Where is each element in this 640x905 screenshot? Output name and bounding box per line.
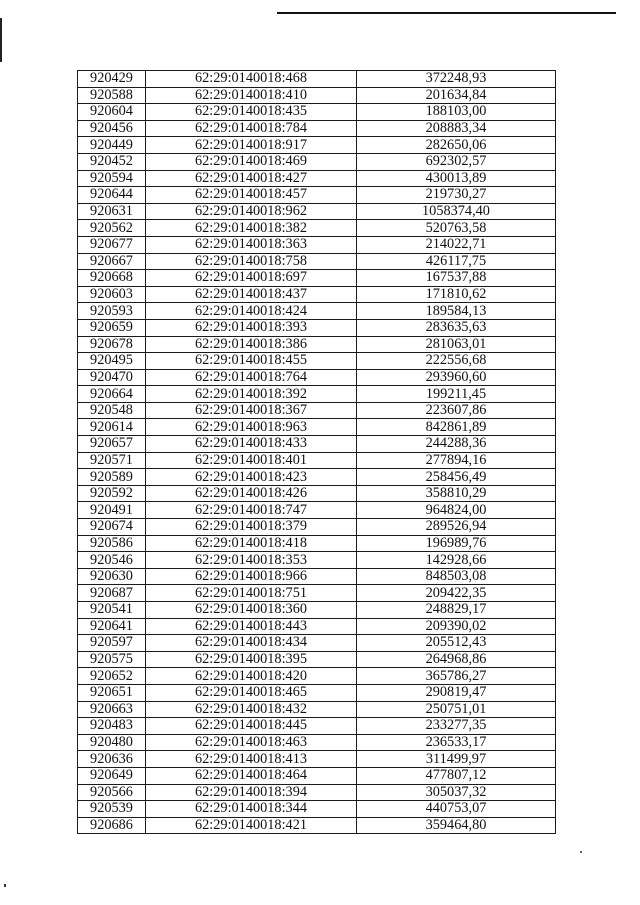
row-number-cell: 920678	[78, 336, 146, 353]
cadastral-number-cell: 62:29:0140018:464	[146, 767, 357, 784]
row-number-cell: 920677	[78, 236, 146, 253]
cadastral-number-cell: 62:29:0140018:463	[146, 734, 357, 751]
table-row	[78, 402, 556, 419]
row-number-cell: 920594	[78, 170, 146, 187]
cadastral-number-cell: 62:29:0140018:427	[146, 170, 357, 187]
value-cell: 293960,60	[357, 369, 556, 386]
row-number-cell: 920641	[78, 618, 146, 635]
value-cell: 372248,93	[357, 71, 556, 88]
table-row	[78, 519, 556, 536]
cadastral-number-cell: 62:29:0140018:469	[146, 153, 357, 170]
cadastral-number-cell: 62:29:0140018:963	[146, 419, 357, 436]
row-number-cell: 920575	[78, 651, 146, 668]
row-number-cell: 920452	[78, 153, 146, 170]
table-row	[78, 303, 556, 320]
cadastral-number-cell: 62:29:0140018:360	[146, 602, 357, 619]
table-row	[78, 187, 556, 204]
table-row	[78, 353, 556, 370]
value-cell: 201634,84	[357, 87, 556, 104]
table-row	[78, 170, 556, 187]
top-rule	[277, 12, 616, 14]
cadastral-number-cell: 62:29:0140018:962	[146, 203, 357, 220]
row-number-cell: 920456	[78, 120, 146, 137]
value-cell: 248829,17	[357, 602, 556, 619]
value-cell: 358810,29	[357, 485, 556, 502]
cadastral-number-cell: 62:29:0140018:401	[146, 452, 357, 469]
row-number-cell: 920546	[78, 552, 146, 569]
row-number-cell: 920644	[78, 187, 146, 204]
value-cell: 430013,89	[357, 170, 556, 187]
value-cell: 167537,88	[357, 270, 556, 287]
table-row	[78, 568, 556, 585]
value-cell: 250751,01	[357, 701, 556, 718]
table-row	[78, 270, 556, 287]
value-cell: 236533,17	[357, 734, 556, 751]
cadastral-number-cell: 62:29:0140018:747	[146, 502, 357, 519]
value-cell: 188103,00	[357, 104, 556, 121]
row-number-cell: 920668	[78, 270, 146, 287]
row-number-cell: 920687	[78, 585, 146, 602]
row-number-cell: 920539	[78, 801, 146, 818]
cadastral-table	[77, 70, 556, 834]
cadastral-number-cell: 62:29:0140018:395	[146, 651, 357, 668]
row-number-cell: 920588	[78, 87, 146, 104]
cadastral-number-cell: 62:29:0140018:455	[146, 353, 357, 370]
cadastral-number-cell: 62:29:0140018:386	[146, 336, 357, 353]
cadastral-number-cell: 62:29:0140018:413	[146, 751, 357, 768]
table-row	[78, 419, 556, 436]
value-cell: 219730,27	[357, 187, 556, 204]
cadastral-number-cell: 62:29:0140018:410	[146, 87, 357, 104]
cadastral-number-cell: 62:29:0140018:379	[146, 519, 357, 536]
row-number-cell: 920480	[78, 734, 146, 751]
value-cell: 258456,49	[357, 469, 556, 486]
table-row	[78, 203, 556, 220]
value-cell: 208883,34	[357, 120, 556, 137]
table-row	[78, 436, 556, 453]
cadastral-number-cell: 62:29:0140018:917	[146, 137, 357, 154]
table-row	[78, 485, 556, 502]
table-row	[78, 552, 556, 569]
cadastral-number-cell: 62:29:0140018:344	[146, 801, 357, 818]
cadastral-number-cell: 62:29:0140018:420	[146, 668, 357, 685]
cadastral-number-cell: 62:29:0140018:392	[146, 386, 357, 403]
value-cell: 277894,16	[357, 452, 556, 469]
row-number-cell: 920597	[78, 635, 146, 652]
row-number-cell: 920562	[78, 220, 146, 237]
value-cell: 244288,36	[357, 436, 556, 453]
row-number-cell: 920659	[78, 319, 146, 336]
cadastral-number-cell: 62:29:0140018:697	[146, 270, 357, 287]
cadastral-number-cell: 62:29:0140018:434	[146, 635, 357, 652]
table-row	[78, 684, 556, 701]
cadastral-number-cell: 62:29:0140018:418	[146, 535, 357, 552]
row-number-cell: 920649	[78, 767, 146, 784]
value-cell: 305037,32	[357, 784, 556, 801]
table-row	[78, 784, 556, 801]
row-number-cell: 920636	[78, 751, 146, 768]
table-row	[78, 618, 556, 635]
cadastral-number-cell: 62:29:0140018:443	[146, 618, 357, 635]
value-cell: 209390,02	[357, 618, 556, 635]
value-cell: 964824,00	[357, 502, 556, 519]
row-number-cell: 920604	[78, 104, 146, 121]
table-row	[78, 87, 556, 104]
row-number-cell: 920495	[78, 353, 146, 370]
value-cell: 477807,12	[357, 767, 556, 784]
table-row	[78, 817, 556, 834]
row-number-cell: 920630	[78, 568, 146, 585]
value-cell: 1058374,40	[357, 203, 556, 220]
value-cell: 842861,89	[357, 419, 556, 436]
table-row	[78, 767, 556, 784]
row-number-cell: 920541	[78, 602, 146, 619]
cadastral-number-cell: 62:29:0140018:424	[146, 303, 357, 320]
value-cell: 171810,62	[357, 286, 556, 303]
value-cell: 205512,43	[357, 635, 556, 652]
table-row	[78, 71, 556, 88]
cadastral-number-cell: 62:29:0140018:758	[146, 253, 357, 270]
row-number-cell: 920548	[78, 402, 146, 419]
cadastral-number-cell: 62:29:0140018:433	[146, 436, 357, 453]
cadastral-number-cell: 62:29:0140018:363	[146, 236, 357, 253]
value-cell: 848503,08	[357, 568, 556, 585]
row-number-cell: 920592	[78, 485, 146, 502]
cadastral-number-cell: 62:29:0140018:353	[146, 552, 357, 569]
table-row	[78, 718, 556, 735]
table-row	[78, 701, 556, 718]
row-number-cell: 920449	[78, 137, 146, 154]
value-cell: 222556,68	[357, 353, 556, 370]
value-cell: 223607,86	[357, 402, 556, 419]
cadastral-number-cell: 62:29:0140018:437	[146, 286, 357, 303]
value-cell: 290819,47	[357, 684, 556, 701]
row-number-cell: 920470	[78, 369, 146, 386]
row-number-cell: 920651	[78, 684, 146, 701]
value-cell: 426117,75	[357, 253, 556, 270]
row-number-cell: 920674	[78, 519, 146, 536]
row-number-cell: 920652	[78, 668, 146, 685]
scan-speck	[4, 884, 6, 887]
cadastral-number-cell: 62:29:0140018:423	[146, 469, 357, 486]
table-row	[78, 220, 556, 237]
table-row	[78, 469, 556, 486]
cadastral-number-cell: 62:29:0140018:468	[146, 71, 357, 88]
cadastral-number-cell: 62:29:0140018:457	[146, 187, 357, 204]
value-cell: 311499,97	[357, 751, 556, 768]
table-row	[78, 369, 556, 386]
row-number-cell: 920603	[78, 286, 146, 303]
cadastral-table-body	[78, 71, 556, 834]
table-row	[78, 602, 556, 619]
table-row	[78, 635, 556, 652]
table-row	[78, 286, 556, 303]
table-row	[78, 137, 556, 154]
row-number-cell: 920429	[78, 71, 146, 88]
value-cell: 199211,45	[357, 386, 556, 403]
cadastral-number-cell: 62:29:0140018:764	[146, 369, 357, 386]
table-row	[78, 253, 556, 270]
cadastral-number-cell: 62:29:0140018:432	[146, 701, 357, 718]
table-row	[78, 751, 556, 768]
row-number-cell: 920663	[78, 701, 146, 718]
table-row	[78, 502, 556, 519]
table-row	[78, 104, 556, 121]
cadastral-number-cell: 62:29:0140018:784	[146, 120, 357, 137]
cadastral-number-cell: 62:29:0140018:382	[146, 220, 357, 237]
value-cell: 196989,76	[357, 535, 556, 552]
cadastral-number-cell: 62:29:0140018:465	[146, 684, 357, 701]
value-cell: 233277,35	[357, 718, 556, 735]
value-cell: 365786,27	[357, 668, 556, 685]
table-row	[78, 153, 556, 170]
value-cell: 359464,80	[357, 817, 556, 834]
table-row	[78, 236, 556, 253]
value-cell: 209422,35	[357, 585, 556, 602]
table-row	[78, 319, 556, 336]
row-number-cell: 920686	[78, 817, 146, 834]
value-cell: 520763,58	[357, 220, 556, 237]
row-number-cell: 920566	[78, 784, 146, 801]
cadastral-number-cell: 62:29:0140018:367	[146, 402, 357, 419]
cadastral-number-cell: 62:29:0140018:421	[146, 817, 357, 834]
row-number-cell: 920593	[78, 303, 146, 320]
value-cell: 264968,86	[357, 651, 556, 668]
table-row	[78, 386, 556, 403]
table-row	[78, 734, 556, 751]
row-number-cell: 920631	[78, 203, 146, 220]
row-number-cell: 920483	[78, 718, 146, 735]
value-cell: 692302,57	[357, 153, 556, 170]
row-number-cell: 920667	[78, 253, 146, 270]
cadastral-number-cell: 62:29:0140018:394	[146, 784, 357, 801]
margin-mark	[0, 18, 2, 62]
value-cell: 282650,06	[357, 137, 556, 154]
value-cell: 281063,01	[357, 336, 556, 353]
cadastral-number-cell: 62:29:0140018:435	[146, 104, 357, 121]
value-cell: 289526,94	[357, 519, 556, 536]
row-number-cell: 920571	[78, 452, 146, 469]
table-row	[78, 585, 556, 602]
value-cell: 283635,63	[357, 319, 556, 336]
table-row	[78, 535, 556, 552]
row-number-cell: 920491	[78, 502, 146, 519]
table-row	[78, 801, 556, 818]
table-row	[78, 651, 556, 668]
row-number-cell: 920586	[78, 535, 146, 552]
cadastral-number-cell: 62:29:0140018:966	[146, 568, 357, 585]
value-cell: 440753,07	[357, 801, 556, 818]
cadastral-number-cell: 62:29:0140018:751	[146, 585, 357, 602]
cadastral-number-cell: 62:29:0140018:393	[146, 319, 357, 336]
row-number-cell: 920589	[78, 469, 146, 486]
row-number-cell: 920664	[78, 386, 146, 403]
table-row	[78, 668, 556, 685]
row-number-cell: 920657	[78, 436, 146, 453]
scan-speck	[580, 851, 582, 853]
value-cell: 142928,66	[357, 552, 556, 569]
row-number-cell: 920614	[78, 419, 146, 436]
value-cell: 189584,13	[357, 303, 556, 320]
table-row	[78, 452, 556, 469]
value-cell: 214022,71	[357, 236, 556, 253]
cadastral-number-cell: 62:29:0140018:445	[146, 718, 357, 735]
table-row	[78, 336, 556, 353]
table-row	[78, 120, 556, 137]
cadastral-number-cell: 62:29:0140018:426	[146, 485, 357, 502]
